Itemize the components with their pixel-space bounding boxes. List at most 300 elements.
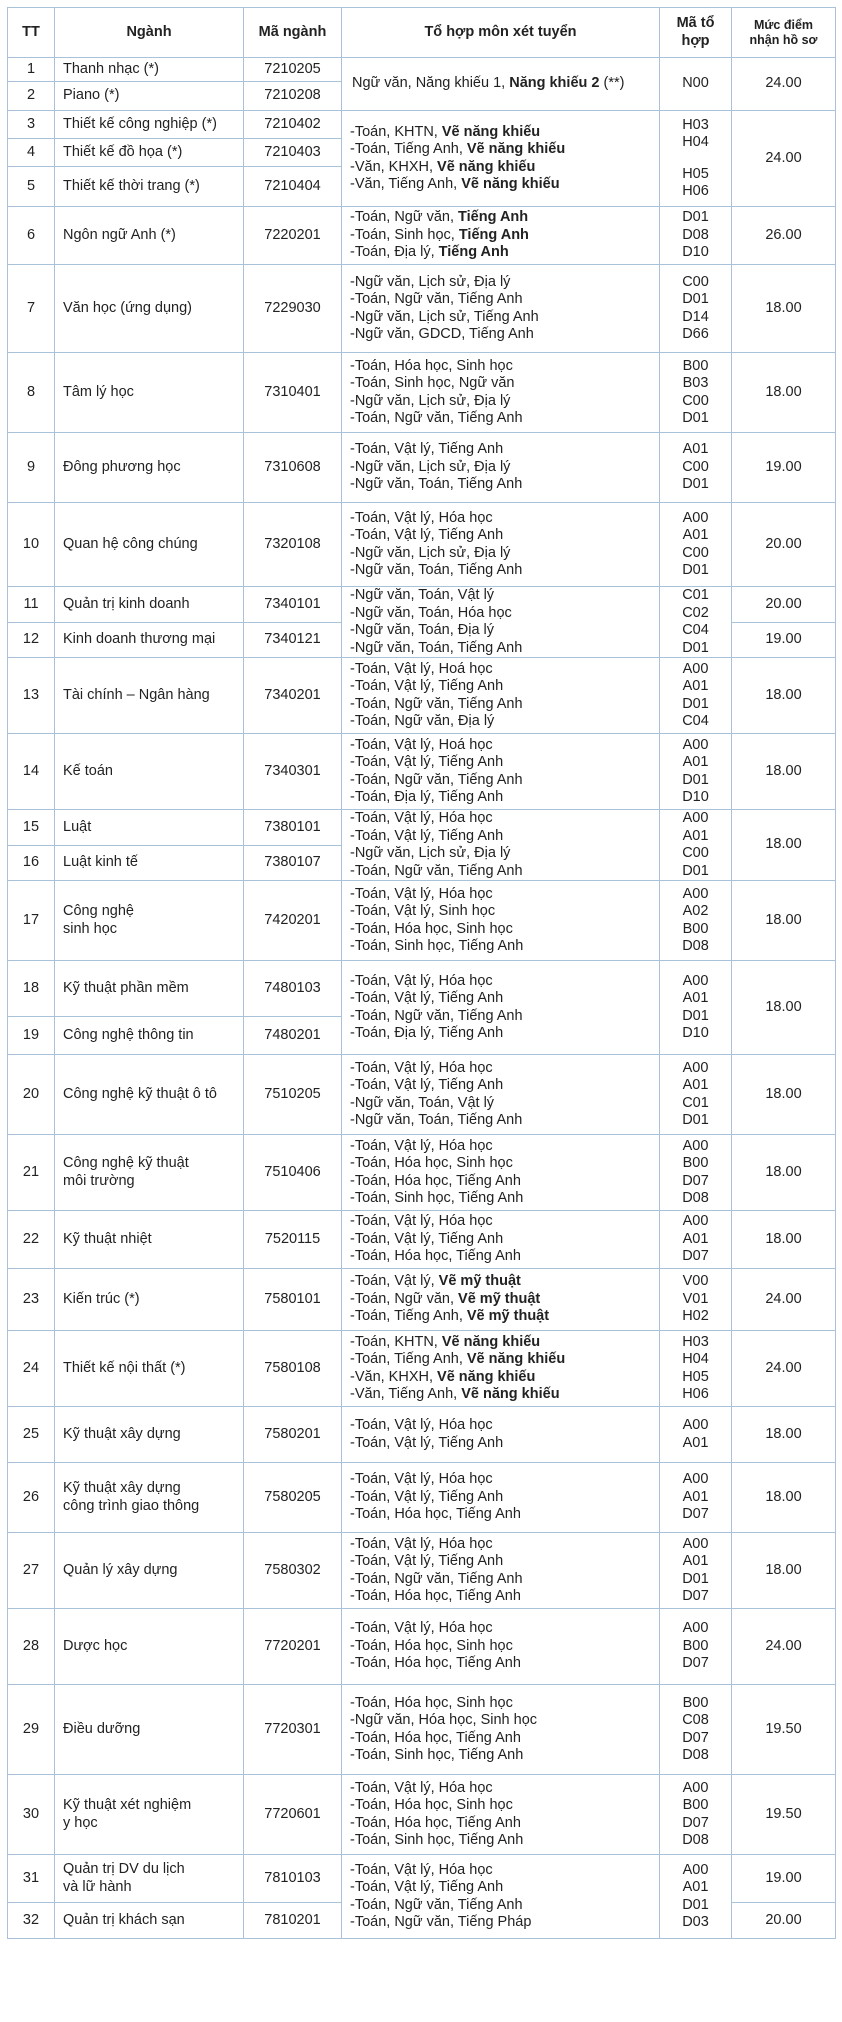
combo-line xyxy=(350,605,653,623)
combo-text: -Ngữ văn, Lịch sử, Địa lý xyxy=(350,544,511,561)
combo-cell xyxy=(342,1609,660,1685)
row-major-code: 7810201 xyxy=(244,1903,342,1939)
combo-line xyxy=(350,459,653,477)
combo-code: D08 xyxy=(682,226,709,243)
combo-text: -Toán, Vật lý, Hóa học xyxy=(350,1471,493,1488)
combo-code: H05 xyxy=(682,1368,709,1385)
row-major-name: Luật kinh tế xyxy=(55,845,244,881)
combo-text: -Ngữ văn, Lịch sử, Địa lý xyxy=(350,458,511,475)
combo-text: -Toán, Tiếng Anh, xyxy=(350,1351,467,1367)
score-cell: 20.00 xyxy=(732,1903,836,1939)
row-tt: 27 xyxy=(8,1533,55,1609)
row-tt: 23 xyxy=(8,1269,55,1331)
combo-line xyxy=(350,1620,653,1638)
combo-code: N00 xyxy=(682,75,709,92)
score-cell: 24.00 xyxy=(732,1331,836,1407)
combo-line xyxy=(350,274,653,292)
row-tt: 9 xyxy=(8,433,55,503)
combo-code: A00 xyxy=(682,1059,709,1076)
score-cell: 19.50 xyxy=(732,1775,836,1855)
row-tt: 25 xyxy=(8,1407,55,1463)
combo-line xyxy=(350,973,653,991)
combo-text: -Toán, Vật lý, Hóa học xyxy=(350,1861,493,1878)
row-major-code: 7340101 xyxy=(244,587,342,623)
score-cell: 20.00 xyxy=(732,587,836,623)
combo-code: A01 xyxy=(682,1434,709,1451)
combo-code: C04 xyxy=(682,713,709,729)
combo-line xyxy=(350,587,653,605)
combo-line xyxy=(350,661,653,679)
row-major-name: Ngôn ngữ Anh (*) xyxy=(55,207,244,265)
combo-code: A00 xyxy=(682,660,709,677)
combo-line xyxy=(350,772,653,790)
row-major-code: 7510406 xyxy=(244,1135,342,1211)
combo-line xyxy=(350,810,653,828)
row-tt: 17 xyxy=(8,881,55,961)
combo-text: -Toán, Vật lý, Hóa học xyxy=(350,1137,493,1154)
combo-text: -Toán, Ngữ văn, Tiếng Anh xyxy=(350,1570,523,1587)
combo-text: -Văn, KHXH, xyxy=(350,1368,438,1385)
row-major-code: 7380101 xyxy=(244,810,342,846)
combo-code: H06 xyxy=(682,183,709,199)
combo-code: D08 xyxy=(682,1832,709,1848)
score-cell: 18.00 xyxy=(732,810,836,881)
combo-text: -Toán, Hóa học, Tiếng Anh xyxy=(350,1588,521,1604)
combo-text: -Toán, Vật lý, Tiếng Anh xyxy=(350,1077,504,1093)
combo-line xyxy=(350,124,653,142)
combo-line xyxy=(350,845,653,863)
combo-code: V01 xyxy=(682,1290,709,1307)
combo-line xyxy=(350,737,653,755)
combo-line xyxy=(350,309,653,327)
combo-line xyxy=(350,1897,653,1915)
combo-line xyxy=(350,1095,653,1113)
combo-cell xyxy=(342,503,660,587)
combo-emphasis: Vẽ năng khiếu xyxy=(466,1351,566,1367)
combo-line xyxy=(350,441,653,459)
combo-line xyxy=(350,358,653,376)
combo-text: -Toán, Ngữ văn, Tiếng Anh xyxy=(350,410,523,426)
combo-cell xyxy=(342,1269,660,1331)
combo-codes-cell xyxy=(660,1055,732,1135)
row-major-code: 7580302 xyxy=(244,1533,342,1609)
combo-code: B00 xyxy=(682,1155,709,1171)
combo-text: -Toán, Vật lý, Tiếng Anh xyxy=(350,527,504,543)
row-tt: 18 xyxy=(8,961,55,1017)
combo-code: A00 xyxy=(682,1861,709,1878)
row-major-code: 7520115 xyxy=(244,1211,342,1269)
combo-text: -Ngữ văn, Toán, Vật lý xyxy=(350,587,495,603)
combo-cell xyxy=(342,658,660,734)
row-major-code: 7580108 xyxy=(244,1331,342,1407)
row-tt: 20 xyxy=(8,1055,55,1135)
combo-code: D10 xyxy=(682,789,709,805)
row-major-name: Kỹ thuật xây dựng xyxy=(55,1407,244,1463)
combo-text: -Toán, Vật lý, Hoá học xyxy=(350,736,493,753)
row-tt: 19 xyxy=(8,1017,55,1055)
combo-code: H03 xyxy=(682,116,709,133)
row-tt: 21 xyxy=(8,1135,55,1211)
row-major-name: Dược học xyxy=(55,1609,244,1685)
combo-text: -Toán, Vật lý, Tiếng Anh xyxy=(350,990,504,1006)
row-major-name: Văn học (ứng dụng) xyxy=(55,265,244,353)
row-major-name: Thiết kế nội thất (*) xyxy=(55,1331,244,1407)
combo-code: A00 xyxy=(682,1779,709,1796)
combo-line xyxy=(350,1695,653,1713)
combo-text: -Ngữ văn, Toán, Tiếng Anh xyxy=(350,1112,523,1128)
row-major-name: Kế toán xyxy=(55,734,244,810)
combo-text: -Toán, Ngữ văn, xyxy=(350,1290,459,1307)
row-tt: 15 xyxy=(8,810,55,846)
combo-text: -Toán, Vật lý, Hóa học xyxy=(350,1779,493,1796)
table-row xyxy=(8,1055,836,1135)
combo-emphasis: Tiếng Anh xyxy=(438,244,509,261)
row-tt: 28 xyxy=(8,1609,55,1685)
combo-code: D01 xyxy=(682,562,709,578)
table-row xyxy=(8,881,836,961)
combo-text: -Toán, Địa lý, xyxy=(350,244,439,261)
combo-text: -Toán, Hóa học, Tiếng Anh xyxy=(350,1814,521,1831)
combo-codes-cell xyxy=(660,1135,732,1211)
score-cell: 24.00 xyxy=(732,1269,836,1331)
combo-code: H02 xyxy=(682,1308,709,1325)
combo-text: -Toán, Sinh học, Tiếng Anh xyxy=(350,1747,524,1763)
combo-text: -Toán, Vật lý, Tiếng Anh xyxy=(350,1553,504,1569)
combo-code: D01 xyxy=(682,1112,709,1128)
combo-code: A01 xyxy=(682,1230,709,1247)
row-tt: 14 xyxy=(8,734,55,810)
combo-cell xyxy=(342,1775,660,1855)
combo-code: C01 xyxy=(682,1094,709,1111)
row-tt: 10 xyxy=(8,503,55,587)
combo-text: -Toán, Ngữ văn, Tiếng Pháp xyxy=(350,1914,532,1930)
combo-text: -Toán, Vật lý, Tiếng Anh xyxy=(350,1488,504,1505)
score-cell: 18.00 xyxy=(732,734,836,810)
score-cell: 26.00 xyxy=(732,207,836,265)
combo-code: D01 xyxy=(682,1896,709,1913)
score-cell: 20.00 xyxy=(732,503,836,587)
combo-text: -Toán, Ngữ văn, Tiếng Anh xyxy=(350,291,523,307)
score-cell: 19.00 xyxy=(732,1855,836,1903)
combo-line xyxy=(350,1213,653,1231)
combo-emphasis: Tiếng Anh xyxy=(458,226,529,243)
row-major-name: Thiết kế thời trang (*) xyxy=(55,167,244,207)
combo-codes-cell xyxy=(660,1269,732,1331)
combo-code: B00 xyxy=(682,920,709,937)
combo-code: A00 xyxy=(682,1471,709,1488)
combo-codes-cell xyxy=(660,1533,732,1609)
combo-code: C04 xyxy=(682,622,709,638)
row-tt: 13 xyxy=(8,658,55,734)
combo-code: C00 xyxy=(682,392,709,409)
combo-code: H04 xyxy=(682,1351,709,1367)
combo-cell xyxy=(342,810,660,881)
combo-line xyxy=(350,1815,653,1833)
score-cell: 18.00 xyxy=(732,1135,836,1211)
combo-line xyxy=(350,1435,653,1453)
combo-line xyxy=(350,678,653,696)
combo-cell xyxy=(342,734,660,810)
table-row xyxy=(8,1533,836,1609)
combo-text: -Toán, Vật lý, Tiếng Anh xyxy=(350,827,504,844)
table-row xyxy=(8,810,836,846)
combo-text: -Toán, Vật lý, Hóa học xyxy=(350,509,493,526)
row-major-code: 7310608 xyxy=(244,433,342,503)
combo-line xyxy=(350,393,653,411)
combo-code: D01 xyxy=(682,695,709,712)
combo-code: B00 xyxy=(682,1797,709,1813)
combo-cell xyxy=(342,1055,660,1135)
combo-code: B00 xyxy=(682,1694,709,1711)
combo-code: A00 xyxy=(682,885,709,902)
combo-codes-cell xyxy=(660,587,732,658)
table-row xyxy=(8,1685,836,1775)
combo-code: B03 xyxy=(682,375,709,391)
combo-codes-cell xyxy=(660,111,732,207)
table-row xyxy=(8,734,836,810)
combo-line xyxy=(350,1273,653,1291)
combo-line xyxy=(350,1334,653,1352)
combo-line xyxy=(352,75,653,93)
combo-code: D01 xyxy=(682,771,709,788)
combo-text: -Toán, Vật lý, Hoá học xyxy=(350,660,493,677)
combo-codes-cell xyxy=(660,961,732,1055)
combo-line xyxy=(350,1112,653,1130)
combo-code: D07 xyxy=(682,1248,709,1265)
row-major-code: 7340201 xyxy=(244,658,342,734)
combo-cell xyxy=(342,961,660,1055)
combo-text: -Toán, Vật lý, Tiếng Anh xyxy=(350,441,504,458)
combo-line xyxy=(350,1638,653,1656)
row-major-name: Quản trị kinh doanh xyxy=(55,587,244,623)
combo-codes-cell xyxy=(660,353,732,433)
combo-code: D01 xyxy=(682,291,709,307)
combo-codes-cell xyxy=(660,734,732,810)
row-major-name: Thanh nhạc (*) xyxy=(55,58,244,82)
row-major-name: Đông phương học xyxy=(55,433,244,503)
row-tt: 8 xyxy=(8,353,55,433)
combo-line xyxy=(350,696,653,714)
combo-codes-cell xyxy=(660,881,732,961)
combo-code: A01 xyxy=(682,1488,709,1505)
combo-codes-cell xyxy=(660,658,732,734)
combo-line xyxy=(350,1386,653,1404)
combo-text: -Ngữ văn, Lịch sử, Địa lý xyxy=(350,392,511,409)
combo-line xyxy=(350,1780,653,1798)
combo-text: -Toán, Ngữ văn, Tiếng Anh xyxy=(350,1007,523,1024)
score-cell: 24.00 xyxy=(732,1609,836,1685)
score-cell: 18.00 xyxy=(732,1407,836,1463)
combo-text: (**) xyxy=(599,75,625,92)
row-major-code: 7480201 xyxy=(244,1017,342,1055)
combo-line xyxy=(350,1862,653,1880)
combo-line xyxy=(350,1747,653,1765)
combo-code: D14 xyxy=(682,308,709,325)
combo-text: -Toán, Vật lý, Hóa học xyxy=(350,1213,493,1230)
header-ma-to-hop: Mã tổ hợp xyxy=(660,8,732,58)
combo-text: -Toán, Vật lý, Sinh học xyxy=(350,903,496,919)
row-major-code: 7720301 xyxy=(244,1685,342,1775)
combo-cell xyxy=(342,111,660,207)
combo-line xyxy=(350,863,653,881)
admission-table xyxy=(7,7,836,1939)
combo-line xyxy=(350,1417,653,1435)
combo-text: -Toán, KHTN, xyxy=(350,1333,442,1350)
combo-cell xyxy=(342,1685,660,1775)
combo-emphasis: Tiếng Anh xyxy=(458,209,529,226)
combo-text: -Toán, Vật lý, Tiếng Anh xyxy=(350,754,504,770)
combo-code: D01 xyxy=(682,862,709,879)
combo-codes-cell xyxy=(660,58,732,111)
table-row xyxy=(8,433,836,503)
combo-code: A00 xyxy=(682,1213,709,1230)
combo-text: -Văn, Tiếng Anh, xyxy=(350,176,462,192)
table-row xyxy=(8,58,836,82)
combo-text: -Ngữ văn, Lịch sử, Tiếng Anh xyxy=(350,308,539,325)
row-major-name: Công nghệ sinh học xyxy=(55,881,244,961)
combo-cell xyxy=(342,58,660,111)
row-major-code: 7340301 xyxy=(244,734,342,810)
combo-text: -Toán, Hóa học, Sinh học xyxy=(350,1694,513,1711)
combo-text: -Ngữ văn, Toán, Tiếng Anh xyxy=(350,476,523,493)
combo-line xyxy=(350,141,653,159)
combo-code: H06 xyxy=(682,1386,709,1402)
combo-line xyxy=(350,410,653,428)
combo-code: D10 xyxy=(682,1025,709,1041)
combo-line xyxy=(350,1060,653,1078)
row-major-name: Công nghệ thông tin xyxy=(55,1017,244,1055)
combo-code: A00 xyxy=(682,810,709,826)
combo-line xyxy=(350,1536,653,1554)
combo-cell xyxy=(342,1331,660,1407)
combo-line xyxy=(350,1914,653,1932)
row-tt: 29 xyxy=(8,1685,55,1775)
combo-code: A01 xyxy=(682,754,709,770)
combo-text: -Toán, Sinh học, xyxy=(350,226,459,243)
table-row xyxy=(8,1609,836,1685)
combo-text: -Toán, Vật lý, Hóa học xyxy=(350,1535,493,1552)
score-cell: 18.00 xyxy=(732,1463,836,1533)
combo-text: -Toán, Vật lý, Hóa học xyxy=(350,885,493,902)
combo-codes-cell xyxy=(660,1407,732,1463)
combo-line xyxy=(350,1369,653,1387)
combo-code: C00 xyxy=(682,273,709,290)
combo-line xyxy=(350,1471,653,1489)
combo-text: -Ngữ văn, Toán, Vật lý xyxy=(350,1094,495,1111)
score-cell: 24.00 xyxy=(732,111,836,207)
header-nganh: Ngành xyxy=(55,8,244,58)
combo-code: C00 xyxy=(682,458,709,475)
combo-line xyxy=(350,1190,653,1208)
combo-code: D08 xyxy=(682,1747,709,1763)
combo-line xyxy=(350,209,653,227)
combo-cell xyxy=(342,1211,660,1269)
combo-text: -Toán, Vật lý, xyxy=(350,1273,439,1290)
combo-code: A00 xyxy=(682,509,709,526)
row-major-name: Thiết kế công nghiệp (*) xyxy=(55,111,244,139)
table-row xyxy=(8,353,836,433)
combo-code: A00 xyxy=(682,1137,709,1154)
combo-cell xyxy=(342,1463,660,1533)
row-tt: 4 xyxy=(8,139,55,167)
combo-text: -Toán, Vật lý, Tiếng Anh xyxy=(350,1434,504,1451)
row-tt: 22 xyxy=(8,1211,55,1269)
combo-text: -Ngữ văn, Lịch sử, Địa lý xyxy=(350,845,511,861)
row-major-code: 7580201 xyxy=(244,1407,342,1463)
score-cell: 19.50 xyxy=(732,1685,836,1775)
row-major-code: 7210208 xyxy=(244,82,342,111)
row-major-code: 7320108 xyxy=(244,503,342,587)
combo-text: -Toán, Hóa học, Sinh học xyxy=(350,1155,513,1171)
combo-code: A01 xyxy=(682,678,709,694)
combo-line xyxy=(350,1571,653,1589)
score-cell: 18.00 xyxy=(732,1055,836,1135)
combo-text: -Toán, Hóa học, Sinh học xyxy=(350,357,513,374)
row-tt: 2 xyxy=(8,82,55,111)
row-major-name: Tài chính – Ngân hàng xyxy=(55,658,244,734)
score-cell: 18.00 xyxy=(732,658,836,734)
combo-text: Ngữ văn, Năng khiếu 1, xyxy=(352,75,510,92)
combo-line xyxy=(350,1797,653,1815)
row-tt: 16 xyxy=(8,845,55,881)
table-row xyxy=(8,961,836,1017)
combo-line xyxy=(350,1291,653,1309)
table-row xyxy=(8,1269,836,1331)
header-muc-diem: Mức điểm nhận hồ sơ xyxy=(732,8,836,58)
combo-code: B00 xyxy=(682,357,709,374)
table-row xyxy=(8,1211,836,1269)
row-major-code: 7210402 xyxy=(244,111,342,139)
combo-line xyxy=(350,159,653,177)
row-major-name: Quan hệ công chúng xyxy=(55,503,244,587)
combo-codes-cell xyxy=(660,1211,732,1269)
row-tt: 32 xyxy=(8,1903,55,1939)
row-tt: 26 xyxy=(8,1463,55,1533)
combo-text: -Ngữ văn, Toán, Tiếng Anh xyxy=(350,639,523,656)
combo-code: D07 xyxy=(682,1655,709,1672)
combo-code: H04 xyxy=(682,134,709,150)
combo-line xyxy=(350,326,653,344)
combo-line xyxy=(350,622,653,640)
combo-code: D01 xyxy=(682,639,709,656)
row-major-code: 7720201 xyxy=(244,1609,342,1685)
combo-code: A02 xyxy=(682,903,709,919)
combo-cell xyxy=(342,1135,660,1211)
combo-line xyxy=(350,244,653,262)
combo-emphasis: Vẽ năng khiếu xyxy=(437,158,536,175)
combo-codes-cell xyxy=(660,1685,732,1775)
combo-text: -Toán, Hóa học, Sinh học xyxy=(350,920,513,937)
combo-text: -Toán, Vật lý, Hóa học xyxy=(350,972,493,989)
table-row xyxy=(8,1775,836,1855)
row-major-code: 7480103 xyxy=(244,961,342,1017)
combo-code: D07 xyxy=(682,1729,709,1746)
combo-text: -Toán, Hóa học, Tiếng Anh xyxy=(350,1172,521,1189)
combo-code: D07 xyxy=(682,1506,709,1523)
combo-text: -Toán, Địa lý, Tiếng Anh xyxy=(350,1025,504,1041)
combo-line xyxy=(350,562,653,580)
combo-line xyxy=(350,527,653,545)
combo-line xyxy=(350,640,653,658)
combo-code: D66 xyxy=(682,326,709,342)
combo-text: -Toán, Tiếng Anh, xyxy=(350,141,467,157)
header-to-hop: Tổ hợp môn xét tuyển xyxy=(342,8,660,58)
combo-code: A01 xyxy=(682,527,709,543)
combo-text: -Toán, Hóa học, Sinh học xyxy=(350,1637,513,1654)
combo-text: -Toán, Vật lý, Tiếng Anh xyxy=(350,1879,504,1895)
row-major-code: 7210404 xyxy=(244,167,342,207)
header-row xyxy=(8,8,836,58)
